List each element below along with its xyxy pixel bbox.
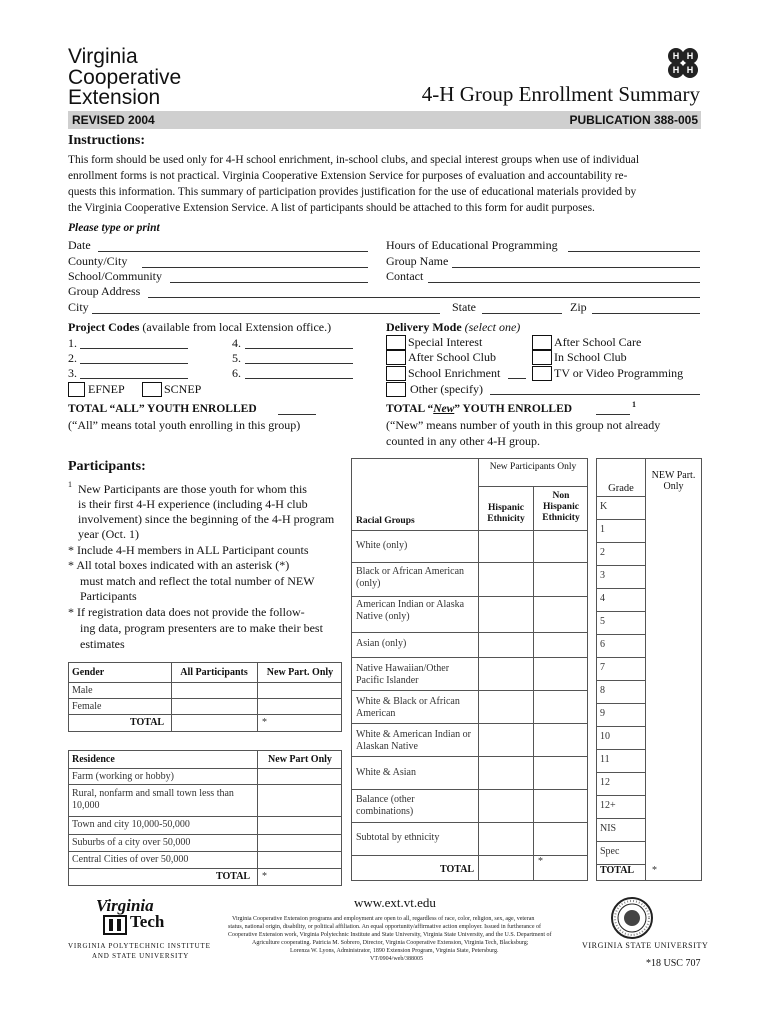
participants-note: New Participants are those youth for whom this [78,482,307,496]
county-label: County/City [68,254,128,268]
participants-heading: Participants: [68,459,146,474]
project-code-field[interactable] [80,363,188,364]
racial-row-label: White (only) [356,540,408,551]
virginia-tech-logo: Virginia [96,896,154,915]
delivery-mode-note: (select one) [464,320,521,334]
new-part-only-header: New Part. Only [266,667,334,678]
hours-label: Hours of Educational Programming [386,238,558,252]
org-name-line3: Extension [68,86,161,109]
participants-note: involvement) since the beginning of the 4-H program [78,512,335,526]
residence-total-label: TOTAL [216,871,251,882]
date-label: Date [68,238,91,252]
project-code-field[interactable] [245,363,353,364]
after-school-care-label: After School Care [554,335,642,349]
participants-note: Participants [80,589,137,603]
total-new-label [386,403,572,415]
racial-total-label: TOTAL [440,864,475,875]
gender-total-label: TOTAL [130,717,165,728]
grade-total-asterisk: * [652,865,657,876]
project-code-field[interactable] [80,378,188,379]
vsu-name: VIRGINIA STATE UNIVERSITY [582,941,709,950]
project-code-number: 1. [68,336,77,350]
total-new-footnote-mark: 1 [632,400,636,409]
grade-row-divider [596,703,646,704]
project-code-field[interactable] [245,348,353,349]
gender-row-label: Male [72,685,93,696]
grade-row-label: 8 [600,685,605,696]
please-type-note: Please type or print [68,222,160,234]
city-label: City [68,300,89,314]
delivery-mode-title: Delivery Mode [386,320,462,334]
new-participants-only-header: New Participants Only [489,462,577,472]
svg-text:H: H [672,51,680,61]
svg-text:H: H [686,51,694,61]
participants-footnote-mark: 1 [68,480,72,489]
residence-row-label: Central Cities of over 50,000 [72,854,189,865]
grade-row-divider [596,749,646,750]
after-school-care-checkbox[interactable] [532,335,552,350]
other-label: Other (specify) [410,382,483,396]
gender-header: Gender [72,667,105,678]
zip-field[interactable] [592,313,700,314]
virginia-state-university-seal-icon [610,896,654,940]
state-label: State [452,300,476,314]
virginia-tech-logo-tech: Tech [130,912,165,931]
racial-row-label: Balance (other combinations) [356,794,415,817]
zip-label: Zip [570,300,587,314]
all-participants-header: All Participants [180,667,248,678]
legal-notice: Lorenza W. Lyons, Administrator, 1890 Extension Program, Virginia State, Petersburg. [290,948,499,954]
grade-row-divider [596,519,646,520]
scnep-checkbox[interactable] [142,382,162,397]
vpi-name-line2: AND STATE UNIVERSITY [92,952,190,960]
grade-row-label: 5 [600,616,605,627]
grade-row-divider [596,680,646,681]
gender-total-asterisk: * [262,717,267,728]
racial-row-label: White & American Indian or Alaskan Native [356,729,471,752]
legal-notice: VT/0904/web/388005 [370,956,423,962]
grade-row-label: 3 [600,570,605,581]
after-school-club-label: After School Club [408,350,496,364]
other-field[interactable] [490,394,700,395]
special-interest-checkbox[interactable] [386,335,406,350]
racial-row-label: Native Hawaiian/Other Pacific Islander [356,663,450,686]
instructions-line: This form should be used only for 4-H school enrichment, in-school clubs, and special interest groups when use of individual [68,154,639,166]
project-code-field[interactable] [80,348,188,349]
svg-text:H: H [672,65,680,75]
revised-date: REVISED 2004 [72,113,155,127]
org-name-line2: Cooperative [68,66,182,89]
total-new-word: New [433,403,455,415]
grade-row-divider [596,841,646,842]
grade-row-label: 12+ [600,800,616,811]
grade-row-divider [596,611,646,612]
publication-number: PUBLICATION 388-005 [569,113,698,127]
grade-row-label: 11 [600,754,610,765]
contact-field[interactable] [428,282,700,283]
grade-row-label: 2 [600,547,605,558]
after-school-club-checkbox[interactable] [386,350,406,365]
total-new-suffix: ” YOUTH ENROLLED [454,403,573,415]
grade-row-divider [596,565,646,566]
total-new-note: (“New” means number of youth in this group not already [386,418,661,432]
grade-row-label: 10 [600,731,610,742]
grade-row-divider [596,795,646,796]
legal-notice: Virginia Cooperative Extension programs and employment are open to all, regardless of race, color, religion, sex, age, veteran [232,916,535,922]
participants-note: is their first 4-H experience (including 4-H club [78,497,308,511]
project-code-field[interactable] [245,378,353,379]
participants-note: estimates [80,637,125,651]
grade-row-divider [596,542,646,543]
hours-field[interactable] [568,251,700,252]
instructions-line: enrollment forms is not practical. Virginia Cooperative Extension Service for purposes of evaluation and accountability re- [68,170,628,182]
racial-row-label: White & Black or African American [356,696,460,719]
residence-row-label: Suburbs of a city over 50,000 [72,837,191,848]
school-enrichment-checkbox[interactable] [386,366,406,381]
racial-row-label: Black or African American (only) [356,566,465,589]
group-name-label: Group Name [386,254,449,268]
grade-row-label: 12 [600,777,610,788]
project-code-number: 4. [232,336,241,350]
grade-row-divider [596,588,646,589]
svg-text:H: H [686,65,694,75]
grade-header: Grade [608,483,634,494]
virginia-tech-mark-icon [102,914,128,936]
participants-note: must match and reflect the total number of NEW [80,574,315,588]
tv-video-checkbox[interactable] [532,366,552,381]
vpi-name: VIRGINIA POLYTECHNIC INSTITUTE [68,942,211,950]
grade-new-part-header: NEW Part. Only [651,470,696,492]
school-field[interactable] [170,282,368,283]
racial-total-asterisk: * [538,856,543,867]
school-enrichment-field[interactable] [508,378,526,379]
other-checkbox[interactable] [386,382,406,397]
participants-note: year (Oct. 1) [78,527,139,541]
tv-video-label: TV or Video Programming [554,366,684,380]
residence-row-label: Farm (working or hobby) [72,771,174,782]
org-name-line1: Virginia [68,45,138,68]
delivery-mode-label [386,320,520,335]
county-field[interactable] [142,267,368,268]
form-title: 4-H Group Enrollment Summary [421,82,700,106]
grade-row-label: 6 [600,639,605,650]
grade-row-label: 4 [600,593,605,604]
project-codes-note: (available from local Extension office.) [142,320,332,334]
total-new-prefix: TOTAL “ [386,403,434,415]
racial-row-label: White & Asian [356,767,416,778]
participants-note: * All total boxes indicated with an asterisk (*) [68,558,290,572]
residence-row-label: Rural, nonfarm and small town less than 10,000 [72,788,234,811]
participants-note: * Include 4-H members in ALL Participant counts [68,543,309,557]
grade-row-label: 1 [600,524,605,535]
participants-note: * If registration data does not provide the follow- [68,605,305,619]
instructions-line: quests this information. This summary of participation provides justification for the use of educational materials provided by [68,186,637,198]
racial-row-label: Asian (only) [356,638,407,649]
four-h-clover-icon [664,44,702,82]
project-code-number: 3. [68,366,77,380]
contact-label: Contact [386,269,424,283]
legal-notice: Cooperative Extension work, Virginia Polytechnic Institute and State University, Virginia State University, and the U.S. Department of [228,932,552,938]
project-codes-label [68,320,331,335]
grade-row-label: Spec [600,846,620,857]
special-interest-label: Special Interest [408,335,483,349]
grade-total-label: TOTAL [600,865,635,876]
project-code-number: 5. [232,351,241,365]
total-all-field[interactable] [278,414,316,415]
group-name-field[interactable] [452,267,700,268]
total-new-field[interactable] [596,414,630,415]
project-codes-title: Project Codes [68,320,140,334]
hispanic-header: Hispanic Ethnicity [487,503,525,524]
instructions-line: the Virginia Cooperative Extension Service. A list of participants should be attached to this form for audit purposes. [68,202,595,214]
in-school-club-label: In School Club [554,350,627,364]
grade-row-divider [596,772,646,773]
grade-row-divider [596,818,646,819]
efnep-checkbox[interactable] [68,382,85,397]
usc-reference: *18 USC 707 [646,958,701,969]
residence-header: Residence [72,754,115,765]
address-label: Group Address [68,284,141,298]
city-field[interactable] [92,313,440,314]
scnep-label: SCNEP [164,382,202,396]
grade-row-label: NIS [600,823,617,834]
residence-row-label: Town and city 10,000-50,000 [72,819,190,830]
grade-row-divider [596,726,646,727]
school-enrichment-label: School Enrichment [408,366,501,380]
address-field[interactable] [148,297,700,298]
legal-notice: Agriculture cooperating. Patricia M. Sobrero, Director, Virginia Cooperative Extension, Virginia Tech, Blacksburg; [252,940,529,946]
grade-row-label: K [600,501,608,512]
grade-row-divider [596,657,646,658]
grade-row-label: 7 [600,662,605,673]
efnep-label: EFNEP [88,382,125,396]
total-all-note: (“All” means total youth enrolling in this group) [68,418,301,432]
date-field[interactable] [98,251,368,252]
grade-row-label: 9 [600,708,605,719]
project-code-number: 6. [232,366,241,380]
gender-row-label: Female [72,701,102,712]
residence-total-asterisk: * [262,871,267,882]
total-all-label: TOTAL “ALL” YOUTH ENROLLED [68,403,257,415]
residence-new-part-header: New Part Only [268,754,332,765]
racial-groups-header: Racial Groups [356,516,415,526]
state-field[interactable] [482,313,562,314]
racial-row-label: American Indian or Alaska Native (only) [356,599,465,622]
school-label: School/Community [68,269,163,283]
extension-url: www.ext.vt.edu [354,895,436,910]
participants-note: ing data, program presenters are to make their best [80,621,323,635]
project-code-number: 2. [68,351,77,365]
grade-row-divider [596,634,646,635]
instructions-heading: Instructions: [68,133,146,148]
racial-row-label: Subtotal by ethnicity [356,832,440,843]
total-new-note: counted in any other 4-H group. [386,434,540,448]
legal-notice: status, national origin, disability, or political affiliation. An equal opportunity/affirmative action employer. Issued in furtherance of [228,924,541,930]
in-school-club-checkbox[interactable] [532,350,552,365]
non-hispanic-header: Non Hispanic Ethnicity [542,491,580,523]
